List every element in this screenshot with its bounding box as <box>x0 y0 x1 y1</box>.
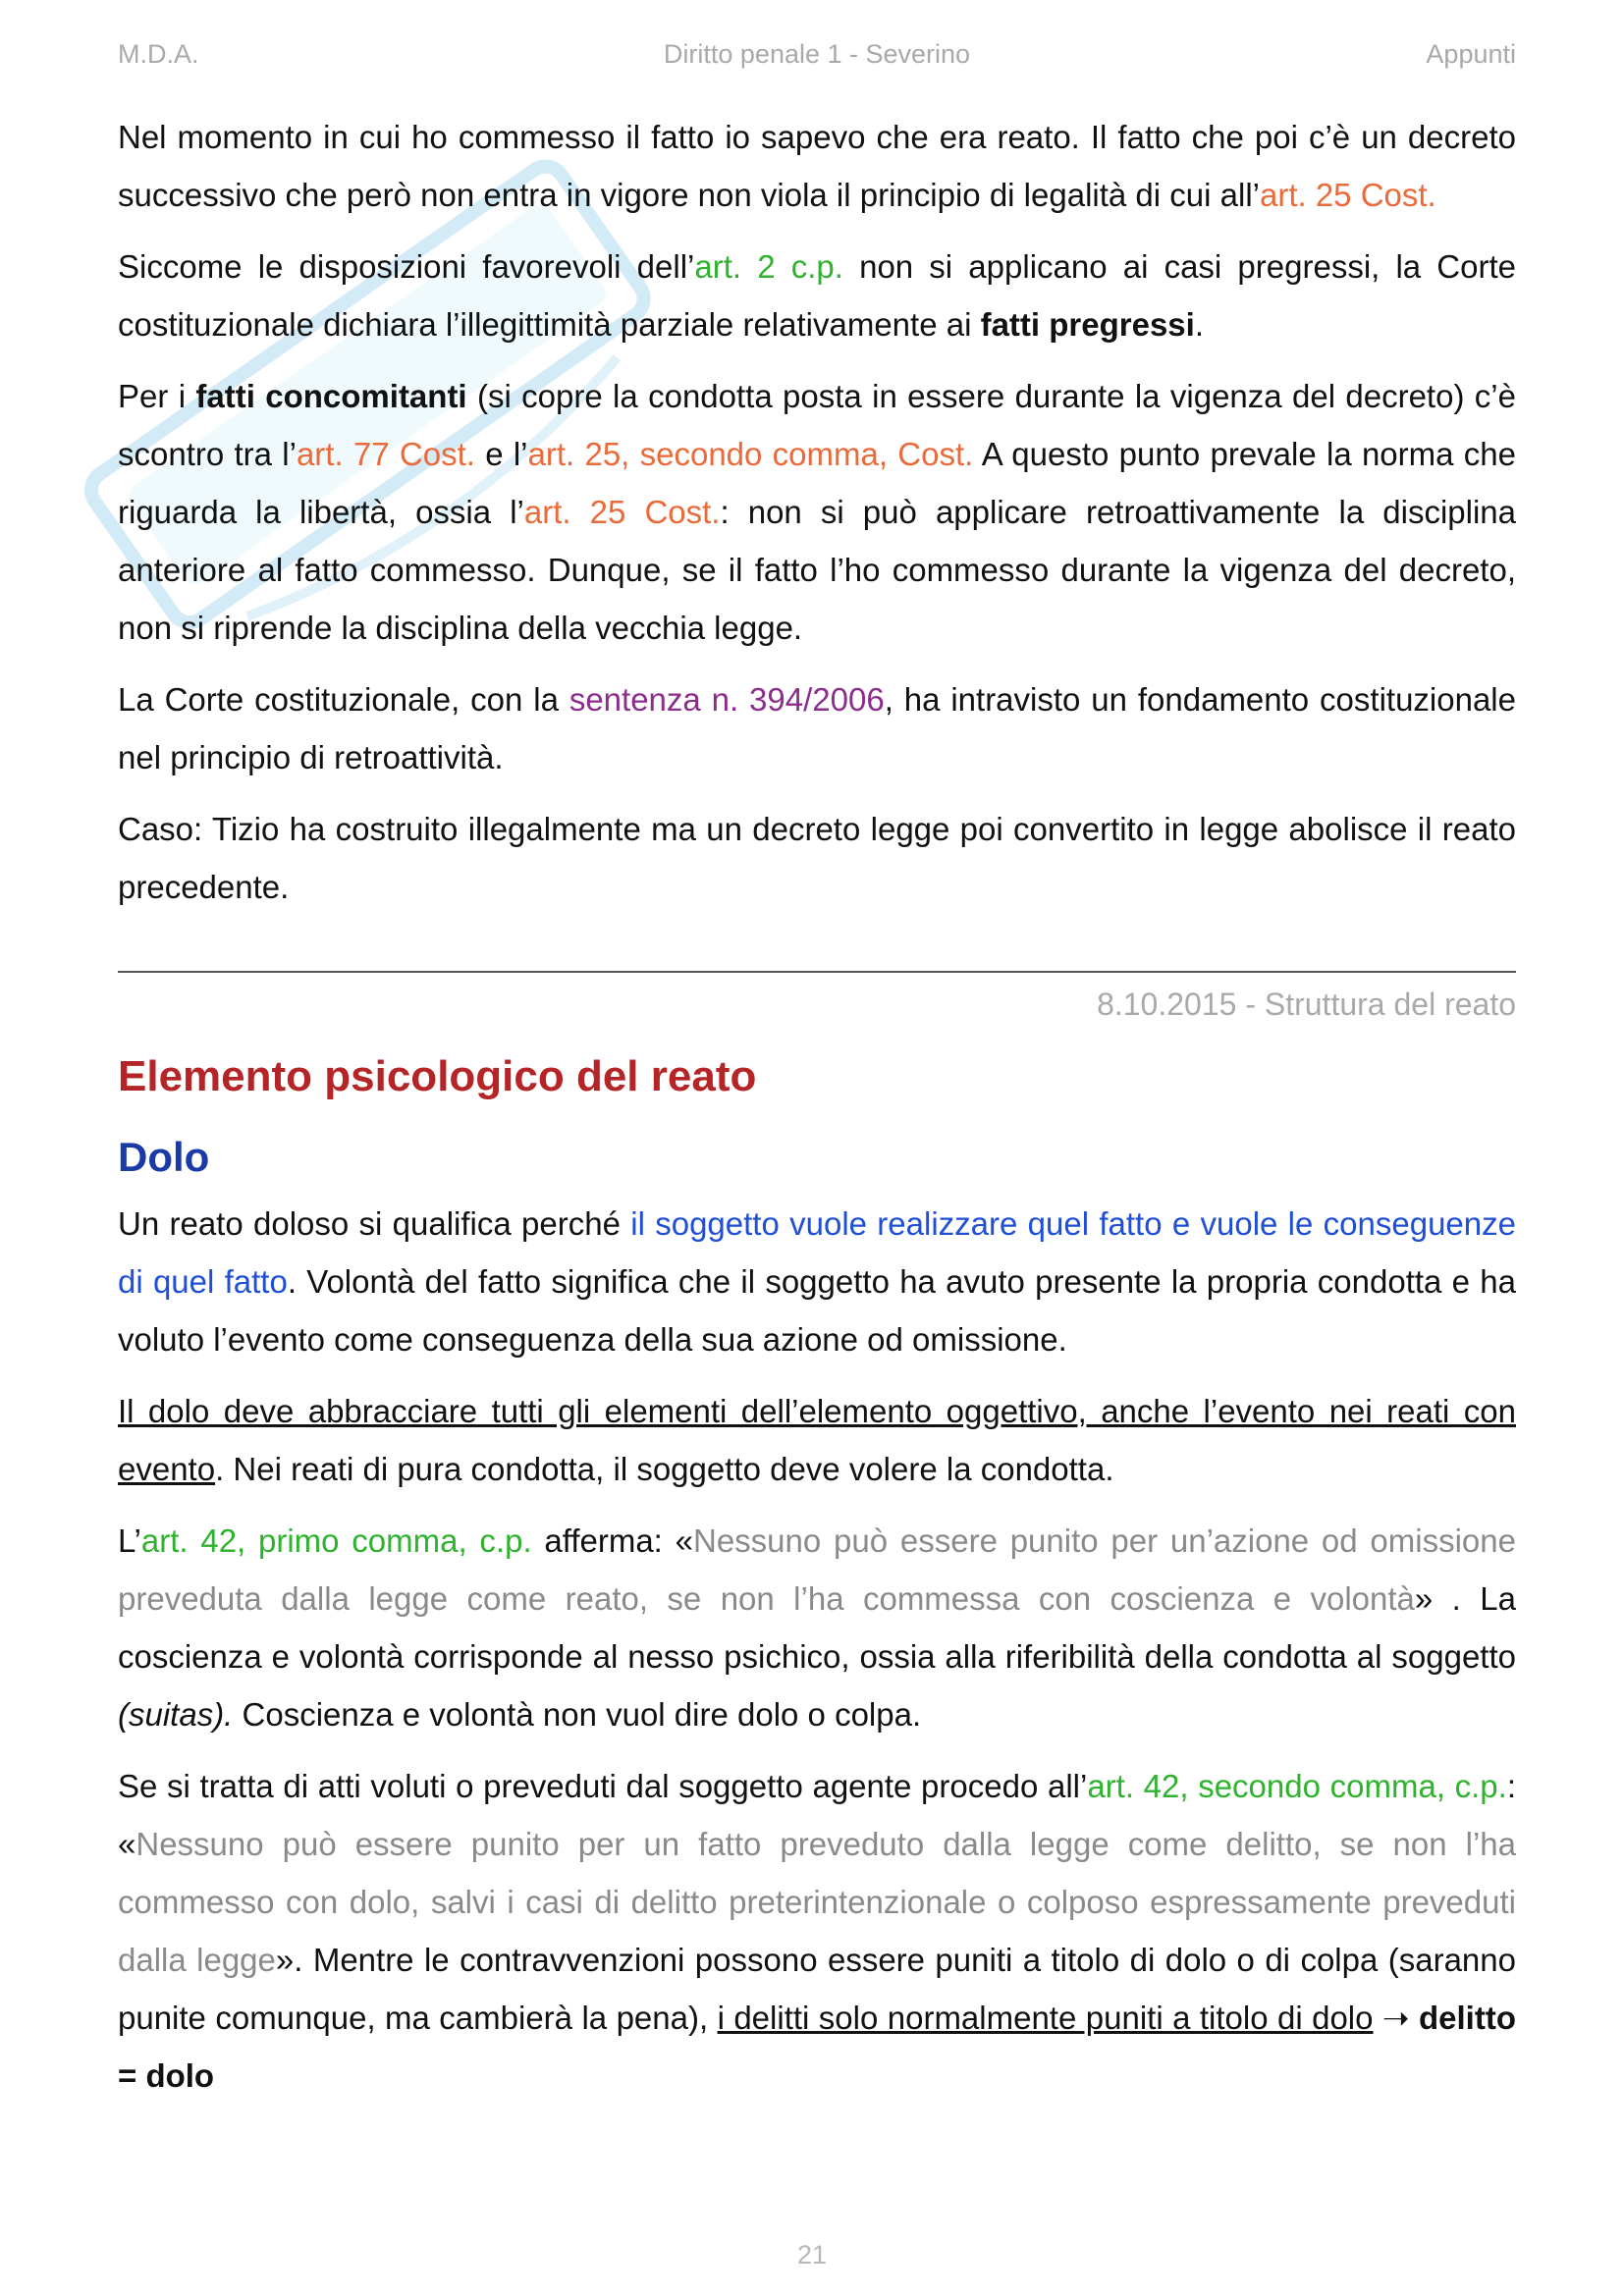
header-doc-type: Appunti <box>1426 39 1516 69</box>
ref-art-42-secondo-comma: art. 42, secondo comma, c.p. <box>1087 1768 1507 1804</box>
paragraph-art-42-secondo <box>118 1757 1516 2105</box>
subsection-title: Dolo <box>118 1134 210 1180</box>
ref-art-25-cost: art. 25 Cost. <box>1259 177 1436 213</box>
quote-art-42-primo: Nessuno può essere punito per un’azione od omissione preveduta dalla legge come reato, se non l’ha commessa con coscienza e volontà <box>118 1522 1516 1617</box>
text: e l’ <box>474 436 528 472</box>
text: » . La coscienza e volontà corrisponde al nesso psichico, ossia alla riferibilità della condotta al soggetto <box>118 1580 1516 1675</box>
bold-fatti-pregressi: fatti pregressi <box>980 306 1195 343</box>
page-header <box>118 39 1516 79</box>
paragraph-dolo-elementi <box>118 1382 1516 1498</box>
paragraph-art-42-primo <box>118 1512 1516 1743</box>
text: non si applicano ai casi pregressi, la Corte costituzionale dichiara l’illegittimità parziale relativamente ai <box>118 248 1517 343</box>
text: Un reato doloso si qualifica perché <box>118 1205 631 1242</box>
underlined-delitti-dolo: i delitti solo normalmente puniti a titolo di dolo <box>717 2000 1374 2036</box>
paragraph-fatti-pregressi <box>118 238 1516 353</box>
text: , ha intravisto un fondamento costituzionale nel principio di retroattività. <box>118 681 1516 775</box>
paragraph-caso <box>118 800 1516 916</box>
text: A questo punto prevale la norma che riguarda la libertà, ossia l’ <box>118 436 1516 530</box>
page-number: 21 <box>796 2240 828 2269</box>
text: afferma: « <box>531 1522 693 1559</box>
text: Per i <box>118 378 196 414</box>
text: Coscienza e volontà non vuol dire dolo o colpa. <box>233 1696 922 1733</box>
ref-art-25-secondo-comma: art. 25, secondo comma, Cost. <box>527 436 974 472</box>
text: Siccome le disposizioni favorevoli dell’ <box>118 248 695 285</box>
italic-suitas: (suitas). <box>118 1696 234 1733</box>
ref-art-77-cost: art. 77 Cost. <box>296 436 475 472</box>
text: Caso: Tizio ha costruito illegalmente ma un decreto legge poi convertito in legge abolisce il reato precedente. <box>118 811 1516 905</box>
ref-art-42-primo-comma: art. 42, primo comma, c.p. <box>140 1522 532 1559</box>
section-divider <box>118 971 1516 973</box>
text: ». Mentre le contravvenzioni possono essere puniti a titolo di dolo o di colpa (saranno punite comunque, ma cambierà la pena), <box>118 1942 1516 2036</box>
text: . Nei reati di pura condotta, il soggetto deve volere la condotta. <box>215 1451 1114 1487</box>
text: L’ <box>118 1522 141 1559</box>
bold-delitto-dolo: delitto = dolo <box>118 2000 1516 2094</box>
paragraph-reato-doloso <box>118 1195 1516 1368</box>
text: : non si può applicare retroattivamente la disciplina anteriore al fatto commesso. Dunque, se il fatto l’ho commesso durante la vigenza del decreto, non si riprende la disciplina della vecchia legge. <box>118 494 1516 646</box>
quote-art-42-secondo: Nessuno può essere punito per un fatto preveduto dalla legge come delitto, se non l’ha commesso con dolo, salvi i casi di delitto preterintenzionale o colposo espressamente preveduti dalla legge <box>118 1826 1516 1978</box>
ref-art-25-cost: art. 25 Cost. <box>523 494 721 530</box>
text: Se si tratta di atti voluti o preveduti dal soggetto agente procedo all’ <box>118 1768 1088 1804</box>
lecture-date-line: 8.10.2015 - Struttura del reato <box>1097 987 1516 1022</box>
paragraph-sentenza <box>118 670 1516 786</box>
text: . Volontà del fatto significa che il soggetto ha avuto presente la propria condotta e ha voluto l’evento come conseguenza della sua azione od omissione. <box>118 1263 1516 1358</box>
paragraph-fatti-concomitanti <box>118 367 1516 657</box>
text: Nel momento in cui ho commesso il fatto io sapevo che era reato. Il fatto che poi c’è un decreto successivo che però non entra in vigore non viola il principio di legalità di cui all’ <box>118 119 1516 213</box>
text: : « <box>118 1768 1516 1862</box>
header-course-title: Diritto penale 1 - Severino <box>663 39 971 69</box>
arrow-icon: ➝ <box>1373 2000 1419 2036</box>
ref-art-2-cp: art. 2 c.p. <box>694 248 843 285</box>
underlined-statement: Il dolo deve abbracciare tutti gli elementi dell’elemento oggettivo, anche l’evento nei reati con evento <box>118 1393 1516 1487</box>
page-content <box>118 108 1516 2118</box>
text: (si copre la condotta posta in essere durante la vigenza del decreto) c’è scontro tra l’ <box>118 378 1516 472</box>
section-title: Elemento psicologico del reato <box>118 1052 757 1100</box>
highlight-definition: il soggetto vuole realizzare quel fatto e vuole le conseguenze di quel fatto <box>118 1205 1516 1300</box>
paragraph-legality <box>118 108 1516 224</box>
text: . <box>1194 306 1204 343</box>
bold-fatti-concomitanti: fatti concomitanti <box>195 378 467 414</box>
text: La Corte costituzionale, con la <box>118 681 569 718</box>
ref-sentenza-394-2006: sentenza n. 394/2006 <box>568 681 885 718</box>
header-author: M.D.A. <box>118 39 199 69</box>
